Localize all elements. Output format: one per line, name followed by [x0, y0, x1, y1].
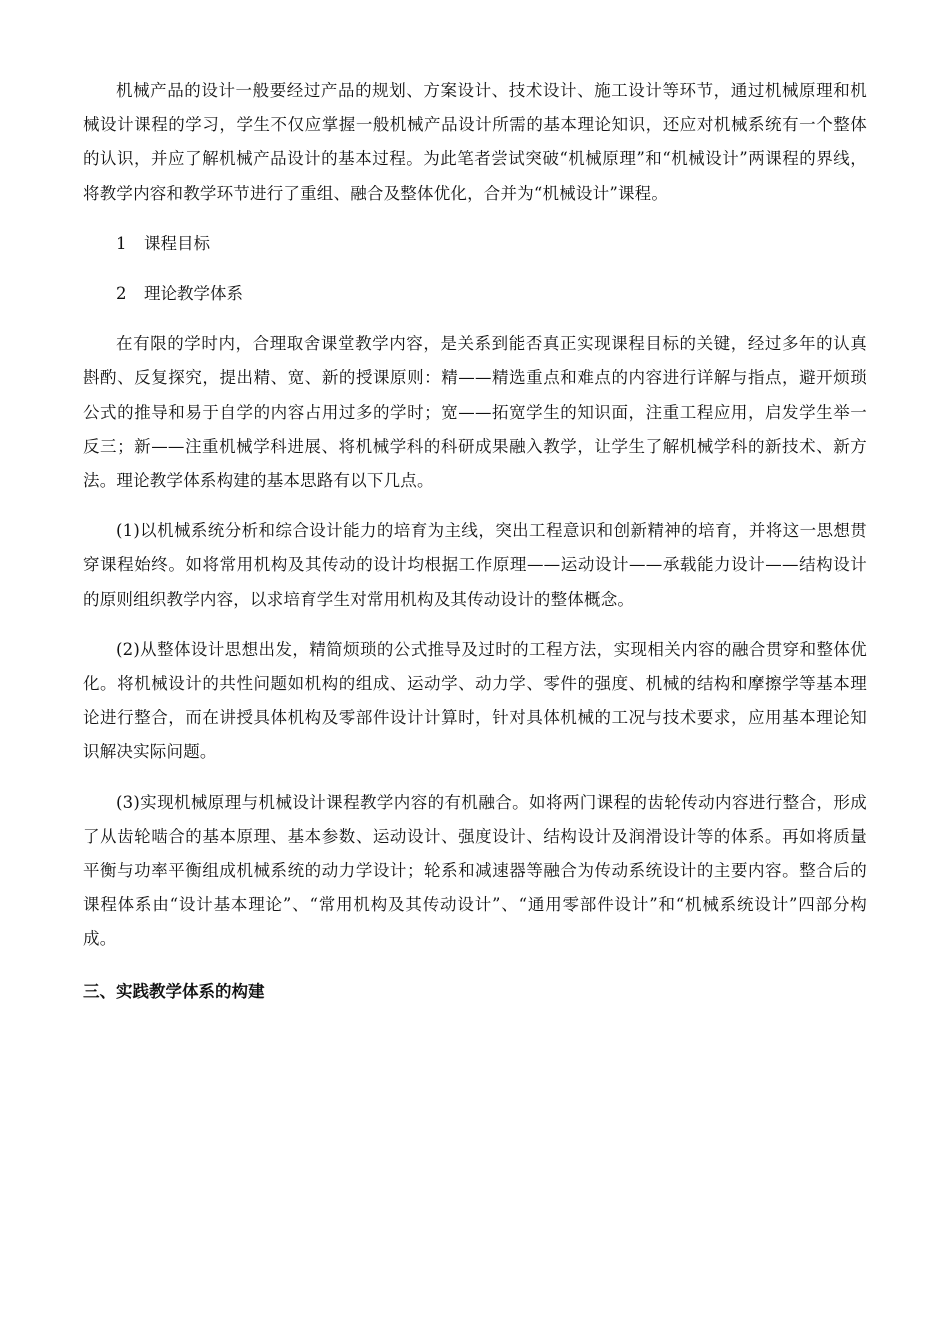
theory-paragraph: 在有限的学时内，合理取舍课堂教学内容，是关系到能否真正实现课程目标的关键，经过多年的认真斟酌、反复探究，提出精、宽、新的授课原则：精——精选重点和难点的内容进行详解与指点，避开烦琐公式的推导和易于自学的内容占用过多的学时；宽——拓宽学生的知识面，注重工程应用，启发学生举一反三；新——注重机械学科进展、将机械学科的科研成果融入教学，让学生了解机械学科的新技术、新方法。理论教学体系构建的基本思路有以下几点。 — [83, 334, 867, 491]
heading-theory-system — [83, 277, 867, 311]
point-3-paragraph: (3)实现机械原理与机械设计课程教学内容的有机融合。如将两门课程的齿轮传动内容进行整合，形成了从齿轮啮合的基本原理、基本参数、运动设计、强度设计、结构设计及润滑设计等的体系。再如将质量平衡与功率平衡组成机械系统的动力学设计；轮系和减速器等融合为传动系统设计的主要内容。整合后的课程体系由“设计基本理论”、“常用机构及其传动设计”、“通用零部件设计”和“机械系统设计”四部分构成。 — [83, 792, 867, 949]
heading-text: 课程目标 — [144, 233, 210, 253]
heading-number: 1 — [116, 233, 127, 253]
document-body — [83, 74, 867, 1009]
heading-course-goal — [83, 227, 867, 261]
intro-paragraph: 机械产品的设计一般要经过产品的规划、方案设计、技术设计、施工设计等环节，通过机械原理和机械设计课程的学习，学生不仅应掌握一般机械产品设计所需的基本理论知识，还应对机械系统有一个整体的认识，并应了解机械产品设计的基本过程。为此笔者尝试突破“机械原理”和“机械设计”两课程的界线，将教学内容和教学环节进行了重组、融合及整体优化，合并为“机械设计”课程。 — [83, 81, 867, 203]
point-1-paragraph: (1)以机械系统分析和综合设计能力的培育为主线，突出工程意识和创新精神的培育，并将这一思想贯穿课程始终。如将常用机构及其传动的设计均根据工作原理——运动设计——承载能力设计——结构设计的原则组织教学内容，以求培育学生对常用机构及其传动设计的整体概念。 — [83, 521, 867, 609]
section-title: 三、实践教学体系的构建 — [83, 981, 265, 1001]
point-2-paragraph: (2)从整体设计思想出发，精简烦琐的公式推导及过时的工程方法，实现相关内容的融合贯穿和整体优化。将机械设计的共性问题如机构的组成、运动学、动力学、零件的强度、机械的结构和摩擦学等基本理论进行整合，而在讲授具体机构及零部件设计计算时，针对具体机械的工况与技术要求，应用基本理论知识解决实际问题。 — [83, 639, 867, 762]
heading-number: 2 — [116, 284, 127, 304]
heading-text: 理论教学体系 — [144, 284, 243, 304]
